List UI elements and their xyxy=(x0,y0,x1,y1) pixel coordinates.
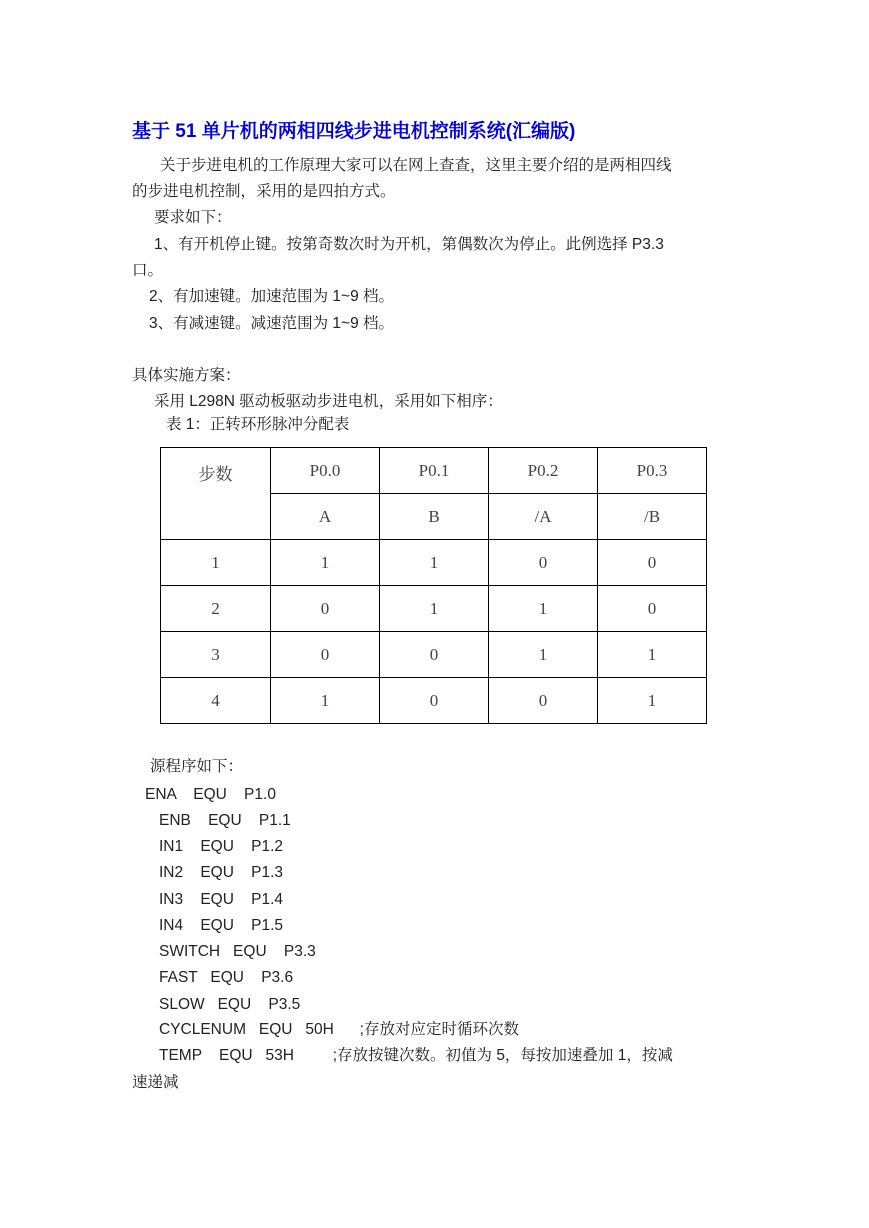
table-header-row xyxy=(161,448,707,494)
port-header-cell: P0.2 xyxy=(489,448,598,494)
phase-header-cell: A xyxy=(271,494,380,540)
table-cell: 0 xyxy=(380,632,489,678)
requirement-1: 1、有开机停止键。按第奇数次时为开机，第偶数次为停止。此例选择 P3.3 xyxy=(154,236,664,253)
table-cell: 1 xyxy=(380,540,489,586)
code-line: IN2 EQU P1.3 xyxy=(159,864,284,881)
table-cell: 0 xyxy=(598,586,707,632)
table-cell: 1 xyxy=(380,586,489,632)
port-header-cell: P0.1 xyxy=(380,448,489,494)
intro-line-1: 关于步进电机的工作原理大家可以在网上查查，这里主要介绍的是两相四线 xyxy=(160,157,672,174)
intro-line-2: 的步进电机控制，采用的是四拍方式。 xyxy=(132,183,396,200)
plan-heading: 具体实施方案： xyxy=(132,367,241,384)
code-line: SWITCH EQU P3.3 xyxy=(159,943,316,960)
requirement-3: 3、有减速键。减速范围为 1~9 档。 xyxy=(149,315,395,332)
code-line: IN1 EQU P1.2 xyxy=(159,838,284,855)
port-header-cell: P0.3 xyxy=(598,448,707,494)
table-cell: 1 xyxy=(598,632,707,678)
port-header-cell: P0.0 xyxy=(271,448,380,494)
table-cell: 0 xyxy=(489,540,598,586)
table-row xyxy=(161,586,707,632)
document-title: 基于 51 单片机的两相四线步进电机控制系统(汇编版) xyxy=(132,121,576,142)
requirement-2: 2、有加速键。加速范围为 1~9 档。 xyxy=(149,288,395,305)
code-line-wrap: 速递减 xyxy=(132,1074,179,1091)
code-line: ENA EQU P1.0 xyxy=(145,786,276,803)
table-row xyxy=(161,632,707,678)
code-line: ENB EQU P1.1 xyxy=(159,812,291,829)
table-cell: 1 xyxy=(489,632,598,678)
requirement-1-wrap: 口。 xyxy=(132,262,164,279)
table-cell: 1 xyxy=(161,540,271,586)
table-row xyxy=(161,678,707,724)
code-line: FAST EQU P3.6 xyxy=(159,969,294,986)
code-line: CYCLENUM EQU 50H ;存放对应定时循环次数 xyxy=(159,1021,519,1038)
phase-header-cell: B xyxy=(380,494,489,540)
code-line: TEMP EQU 53H ;存放按键次数。初值为 5，每按加速叠加 1，按减 xyxy=(159,1047,673,1064)
pulse-distribution-table xyxy=(160,447,707,724)
table-cell: 0 xyxy=(598,540,707,586)
table-cell: 0 xyxy=(271,586,380,632)
table-cell: 1 xyxy=(489,586,598,632)
step-header-cell: 步数 xyxy=(161,448,271,540)
table-row xyxy=(161,540,707,586)
phase-header-cell: /A xyxy=(489,494,598,540)
source-heading: 源程序如下： xyxy=(150,758,244,775)
table-cell: 3 xyxy=(161,632,271,678)
table-cell: 0 xyxy=(489,678,598,724)
phase-header-cell: /B xyxy=(598,494,707,540)
table-cell: 0 xyxy=(271,632,380,678)
table-cell: 2 xyxy=(161,586,271,632)
table-cell: 0 xyxy=(380,678,489,724)
plan-line-1: 采用 L298N 驱动板驱动步进电机，采用如下相序： xyxy=(154,393,503,410)
code-line: IN3 EQU P1.4 xyxy=(159,891,284,908)
requirements-heading: 要求如下： xyxy=(154,209,232,226)
table-caption: 表 1：正转环形脉冲分配表 xyxy=(166,416,350,433)
table-cell: 1 xyxy=(271,540,380,586)
table-cell: 1 xyxy=(271,678,380,724)
code-line: IN4 EQU P1.5 xyxy=(159,917,284,934)
code-line: SLOW EQU P3.5 xyxy=(159,996,301,1013)
table-cell: 4 xyxy=(161,678,271,724)
table-cell: 1 xyxy=(598,678,707,724)
